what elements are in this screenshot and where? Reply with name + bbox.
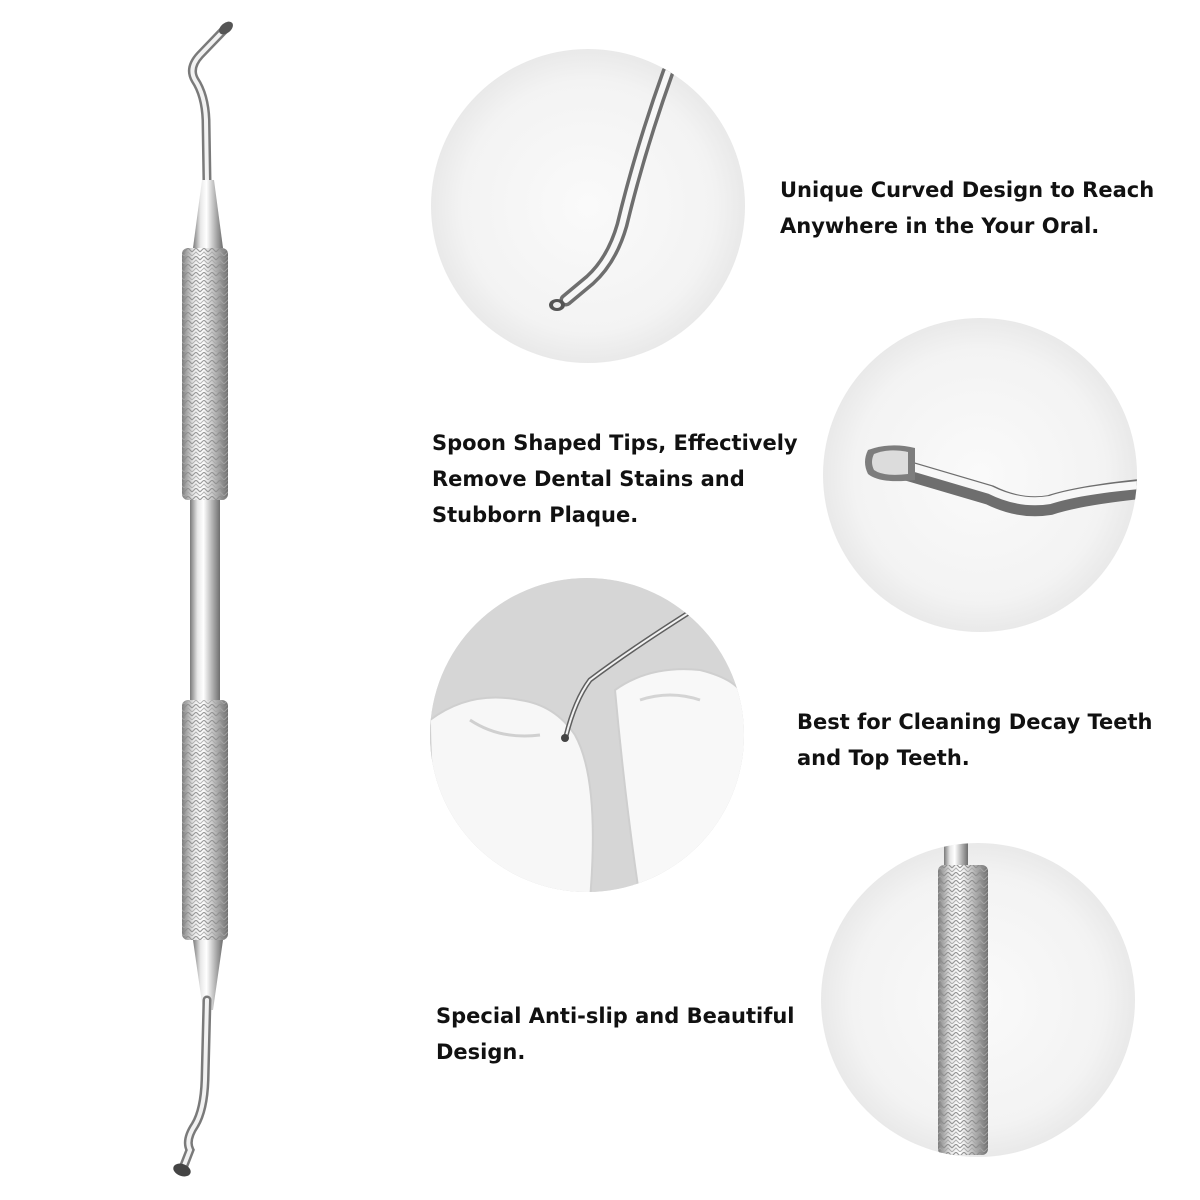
feature-caption-spoon-tips bbox=[432, 425, 798, 533]
dental-tool-icon bbox=[171, 19, 235, 1179]
caption-line: and Top Teeth. bbox=[797, 746, 970, 770]
caption-line: Anywhere in the Your Oral. bbox=[780, 214, 1100, 238]
caption-line: Spoon Shaped Tips, Effectively bbox=[432, 431, 798, 455]
feature-caption-anti-slip bbox=[436, 998, 794, 1070]
caption-line: Best for Cleaning Decay Teeth bbox=[797, 710, 1153, 734]
caption-line: Design. bbox=[436, 1040, 526, 1064]
caption-line: Stubborn Plaque. bbox=[432, 503, 639, 527]
feature-caption-curved-design bbox=[780, 172, 1154, 244]
spoon-tip-closeup bbox=[823, 318, 1150, 632]
teeth-cleaning-closeup bbox=[430, 578, 750, 900]
feature-caption-decay-teeth bbox=[797, 704, 1152, 776]
caption-line: Remove Dental Stains and bbox=[432, 467, 745, 491]
curved-tip-closeup bbox=[431, 49, 745, 363]
caption-line: Unique Curved Design to Reach bbox=[780, 178, 1155, 202]
caption-line: Special Anti-slip and Beautiful bbox=[436, 1004, 795, 1028]
knurled-handle-closeup bbox=[821, 835, 1135, 1157]
